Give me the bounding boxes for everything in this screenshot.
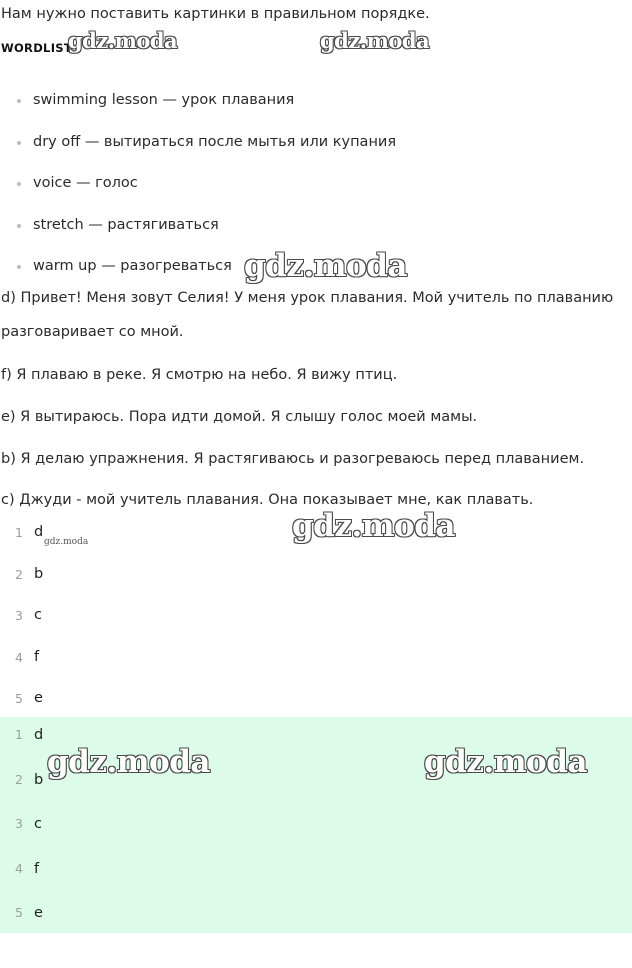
paragraph-d-line2: разговаривает со мной. [1, 324, 184, 340]
item-number: 3 [15, 608, 23, 624]
wordlist-item-text: stretch — растягиваться [33, 216, 219, 233]
paragraph-f: f) Я плаваю в реке. Я смотрю на небо. Я вижу птиц. [1, 367, 398, 383]
item-number: 2 [15, 566, 23, 582]
item-value: f [34, 648, 40, 665]
wordlist-item-text: voice — голос [33, 175, 138, 192]
watermark: gdz.moda [424, 744, 587, 780]
bullet-icon [17, 99, 21, 103]
bullet-icon [17, 141, 21, 145]
item-value: e [34, 690, 43, 707]
wordlist-item-text: warm up — разогреваться [33, 258, 232, 275]
item-number: 1 [15, 727, 23, 742]
item-value: c [34, 816, 42, 832]
watermark: gdz.moda [68, 28, 178, 53]
item-number: 2 [15, 771, 23, 787]
watermark: gdz.moda [292, 508, 455, 544]
wordlist-item [0, 80, 396, 122]
wordlist-item [0, 205, 396, 247]
wordlist-item-text: swimming lesson — урок плавания [33, 92, 295, 108]
intro-text: Нам нужно поставить картинки в правильном порядке. [1, 6, 430, 22]
item-value: b [34, 565, 44, 582]
bullet-icon [17, 224, 21, 228]
watermark: gdz.moda [244, 248, 407, 284]
wordlist-item [0, 122, 396, 164]
item-value: c [34, 607, 42, 624]
item-value: b [34, 771, 44, 788]
wordlist-item-text: dry off — вытираться после мытья или купания [33, 133, 397, 150]
item-number: 4 [15, 860, 23, 876]
watermark: gdz.moda [320, 28, 430, 53]
wordlist-heading: WORDLIST [1, 41, 72, 55]
watermark: gdz.moda [44, 537, 89, 547]
item-value: d [34, 524, 44, 540]
item-value: f [34, 860, 40, 877]
item-number: 5 [15, 905, 23, 920]
item-number: 1 [15, 525, 23, 540]
item-number: 5 [15, 691, 23, 707]
watermark: gdz.moda [47, 744, 210, 780]
item-number: 3 [15, 816, 23, 831]
bullet-icon [17, 265, 21, 269]
wordlist-item [0, 163, 396, 205]
paragraph-d-line1: d) Привет! Меня зовут Селия! У меня урок плавания. Мой учитель по плаванию [1, 290, 614, 306]
item-number: 4 [15, 649, 23, 665]
item-value: e [34, 905, 43, 921]
paragraph-c: c) Джуди - мой учитель плавания. Она показывает мне, как плавать. [1, 492, 534, 508]
bullet-icon [17, 182, 21, 186]
item-value: d [34, 727, 44, 743]
paragraph-e: e) Я вытираюсь. Пора идти домой. Я слышу голос моей мамы. [1, 409, 478, 425]
paragraph-b: b) Я делаю упражнения. Я растягиваюсь и разогреваюсь перед плаванием. [1, 451, 585, 467]
